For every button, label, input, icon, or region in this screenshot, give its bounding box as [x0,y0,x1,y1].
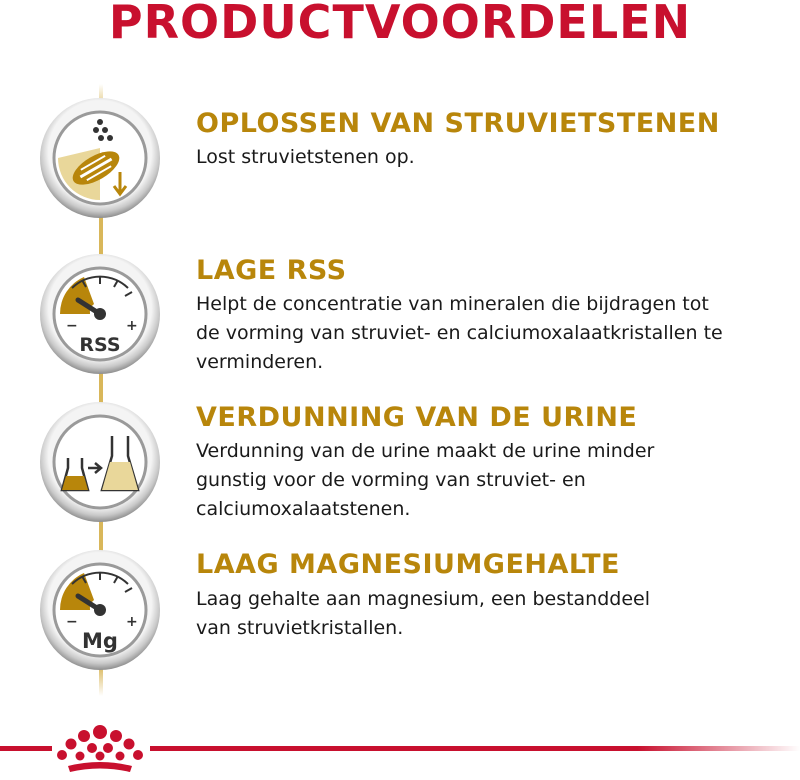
footer-line-right [150,746,800,751]
footer-line-left [0,746,52,751]
page-title: PRODUCTVOORDELEN [108,0,692,49]
desc-line: gunstig voor de vorming van struviet- en [196,469,586,491]
rss-icon-label: RSS [79,334,121,356]
urine-dilution-icon [38,400,162,524]
rss-gauge-icon [38,252,162,376]
benefit-title-rss: LAGE RSS [196,255,347,286]
desc-line: verminderen. [196,351,324,373]
svg-text:−: − [66,318,78,334]
svg-text:+: + [126,318,138,334]
desc-line: Laag gehalte aan magnesium, een bestanddeel [196,588,651,610]
royal-canin-crown-logo [54,722,146,780]
desc-line: van struvietkristallen. [196,617,404,639]
benefit-desc-dilution [196,437,800,524]
desc-line: Verdunning van de urine maakt de urine minder [196,440,655,462]
mg-icon-label: Mg [82,629,118,653]
desc-line: calciumoxalaatstenen. [196,498,411,520]
desc-line: de vorming van struviet- en calciumoxalaatkristallen te [196,322,723,344]
benefit-desc-magnesium [196,585,800,643]
benefit-title-magnesium: LAAG MAGNESIUMGEHALTE [196,549,621,580]
svg-text:+: + [126,614,138,630]
benefit-title-struvite: OPLOSSEN VAN STRUVIETSTENEN [196,108,720,139]
benefit-desc-rss [196,290,800,377]
magnesium-gauge-icon [38,548,162,672]
desc-line: Lost struvietstenen op. [196,146,415,168]
benefit-title-dilution: VERDUNNING VAN DE URINE [196,402,638,433]
benefit-desc-struvite [196,143,800,172]
desc-line: Helpt de concentratie van mineralen die bijdragen tot [196,293,709,315]
dissolve-stones-icon [38,96,162,220]
svg-text:−: − [66,614,78,630]
